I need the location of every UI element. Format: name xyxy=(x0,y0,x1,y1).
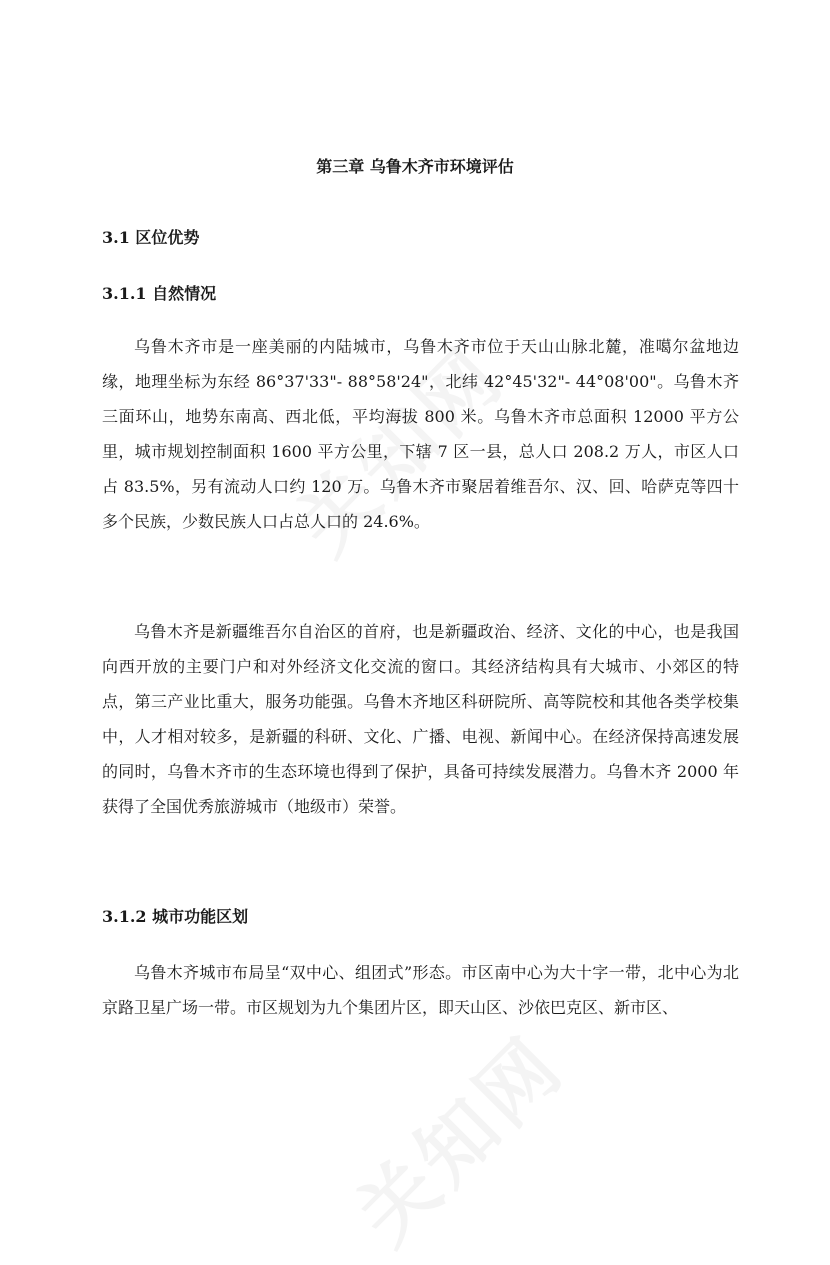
watermark xyxy=(327,1007,584,1264)
paragraph-city-layout: 乌鲁木齐城市布局呈“双中心、组团式”形态。市区南中心为大十字一带，北中心为北京路卫星广场一带。市区规划为九个集团片区，即天山区、沙依巴克区、新市区、 xyxy=(102,963,739,1017)
section-heading-3-1: 3.1 区位优势 xyxy=(102,228,200,247)
paragraph-capital-overview: 乌鲁木齐是新疆维吾尔自治区的首府，也是新疆政治、经济、文化的中心，也是我国向西开放的主要门户和对外经济文化交流的窗口。其经济结构具有大城市、小郊区的特点，第三产业比重大，服务功能强。乌鲁木齐地区科研院所、高等院校和其他各类学校集中，人才相对较多，是新疆的科研、文化、广播、电视、新闻中心。在经济保持高速发展的同时，乌鲁木齐市的生态环境也得到了保护，具备可持续发展潜力。乌鲁木齐 2000 年获得了全国优秀旅游城市（地级市）荣誉。 xyxy=(102,622,739,816)
section-heading-3-1-1: 3.1.1 自然情况 xyxy=(102,284,217,303)
paragraph-natural-conditions: 乌鲁木齐市是一座美丽的内陆城市，乌鲁木齐市位于天山山脉北麓，准噶尔盆地边缘，地理坐标为东经 86°37'33"- 88°58'24"，北纬 42°45'32"- 44°08'00"。乌鲁木齐三面环山，地势东南高、西北低，平均海拔 800 米。乌鲁木齐市总面积 12000 平方公里，城市规划控制面积 1600 平方公里，下辖 7 区一县，总人口 208.2 万人，市区人口占 83.5%，另有流动人口约 120 万。乌鲁木齐市聚居着维吾尔、汉、回、哈萨克等四十多个民族，少数民族人口占总人口的 24.6%。 xyxy=(102,337,739,531)
chapter-title: 第三章 乌鲁木齐市环境评估 xyxy=(316,157,514,176)
section-heading-3-1-2: 3.1.2 城市功能区划 xyxy=(102,907,249,926)
